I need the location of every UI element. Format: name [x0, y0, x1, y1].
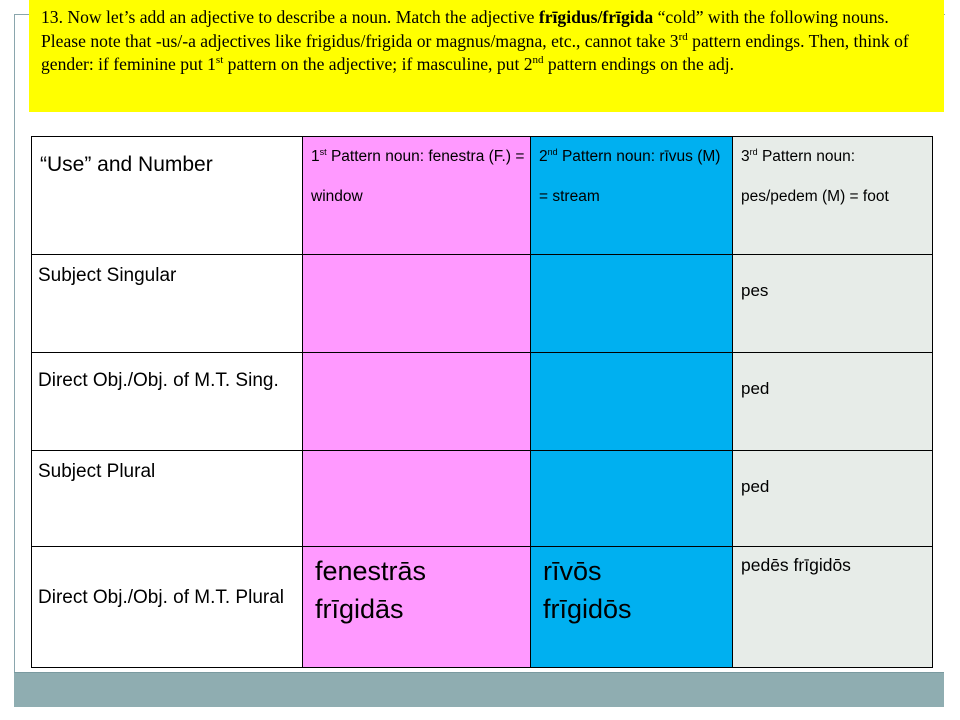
header-2nd-label: Pattern noun: rīvus (M) = stream: [539, 148, 721, 205]
answer-2nd: [531, 255, 732, 260]
header-2nd-sup: nd: [547, 146, 558, 157]
answer-2nd: [531, 353, 732, 358]
row-label-cell: [32, 353, 303, 451]
table-row: [32, 353, 933, 451]
answer-2nd: [531, 451, 732, 456]
header-1st-text: [303, 137, 530, 217]
row-label-cell: [32, 255, 303, 353]
header-1st-pattern: [303, 137, 531, 255]
adjective-text: frīgidus/frīgida: [538, 7, 654, 27]
instruction-text: [29, 0, 944, 112]
table-row: [32, 547, 933, 668]
instruction-part-5: pattern endings on the adj.: [543, 54, 735, 74]
header-3rd-ordinal: 3: [741, 148, 750, 165]
answer-cell-3rd: [733, 353, 933, 451]
superscript-rd: rd: [678, 30, 688, 43]
answer-cell-1st: [303, 353, 531, 451]
answer-cell-2nd: [531, 451, 733, 547]
instruction-part-2: “cold” with the following nouns. Please note that -us/-a adjectives like frigidus/frigida or magnus/magna, etc., cannot take 3: [41, 7, 889, 51]
answer-1st: [303, 451, 530, 456]
instruction-part-3: pattern endings. Then, think of gender: if feminine put 1: [41, 30, 909, 74]
row-label-cell: [32, 547, 303, 668]
row-label: Subject Plural: [38, 461, 156, 482]
answer-cell-2nd: [531, 547, 733, 668]
footer-bar: [14, 672, 944, 707]
declension-table: [31, 136, 933, 668]
header-3rd-pattern: [733, 137, 933, 255]
header-2nd-text: [531, 137, 732, 217]
answer-cell-1st: [303, 451, 531, 547]
superscript-nd: nd: [532, 54, 544, 67]
header-1st-label: Pattern noun: fenestra (F.) = window: [311, 148, 525, 205]
header-use-number: [32, 137, 303, 255]
header-2nd-pattern: [531, 137, 733, 255]
answer-cell-3rd: [733, 547, 933, 668]
answer-cell-3rd: [733, 255, 933, 353]
header-2nd-ordinal: 2: [539, 148, 548, 165]
header-1st-sup: st: [319, 146, 327, 157]
instruction-part-4: pattern on the adjective; if masculine, put 2: [223, 54, 533, 74]
row-label-cell: [32, 451, 303, 547]
answer-3rd: ped: [741, 477, 770, 496]
table-row: [32, 255, 933, 353]
header-3rd-label: Pattern noun: pes/pedem (M) = foot: [741, 148, 889, 205]
row-label: Direct Obj./Obj. of M.T. Sing.: [38, 370, 279, 391]
header-1st-ordinal: 1: [311, 148, 320, 165]
answer-cell-2nd: [531, 353, 733, 451]
answer-3rd: ped: [741, 379, 770, 398]
answer-1st: fenestrās frīgidās: [315, 556, 427, 624]
answer-cell-1st: [303, 547, 531, 668]
row-label: Subject Singular: [38, 265, 177, 286]
answer-3rd: pedēs frīgidōs: [741, 555, 851, 575]
answer-cell-1st: [303, 255, 531, 353]
answer-cell-2nd: [531, 255, 733, 353]
row-label: Direct Obj./Obj. of M.T. Plural: [38, 587, 285, 608]
instruction-part-1: 13. Now let’s add an adjective to describe a noun. Match the adjective: [41, 7, 539, 27]
table-row: [32, 451, 933, 547]
header-row: [32, 137, 933, 255]
header-use-text: “Use” and Number: [40, 153, 213, 176]
answer-1st: [303, 353, 530, 358]
header-3rd-text: [733, 137, 932, 217]
answer-1st: [303, 255, 530, 260]
header-3rd-sup: rd: [749, 146, 758, 157]
superscript-st: st: [215, 54, 224, 67]
answer-2nd: rīvōs frīgidōs: [543, 556, 632, 624]
answer-cell-3rd: [733, 451, 933, 547]
answer-3rd: pes: [741, 281, 769, 300]
